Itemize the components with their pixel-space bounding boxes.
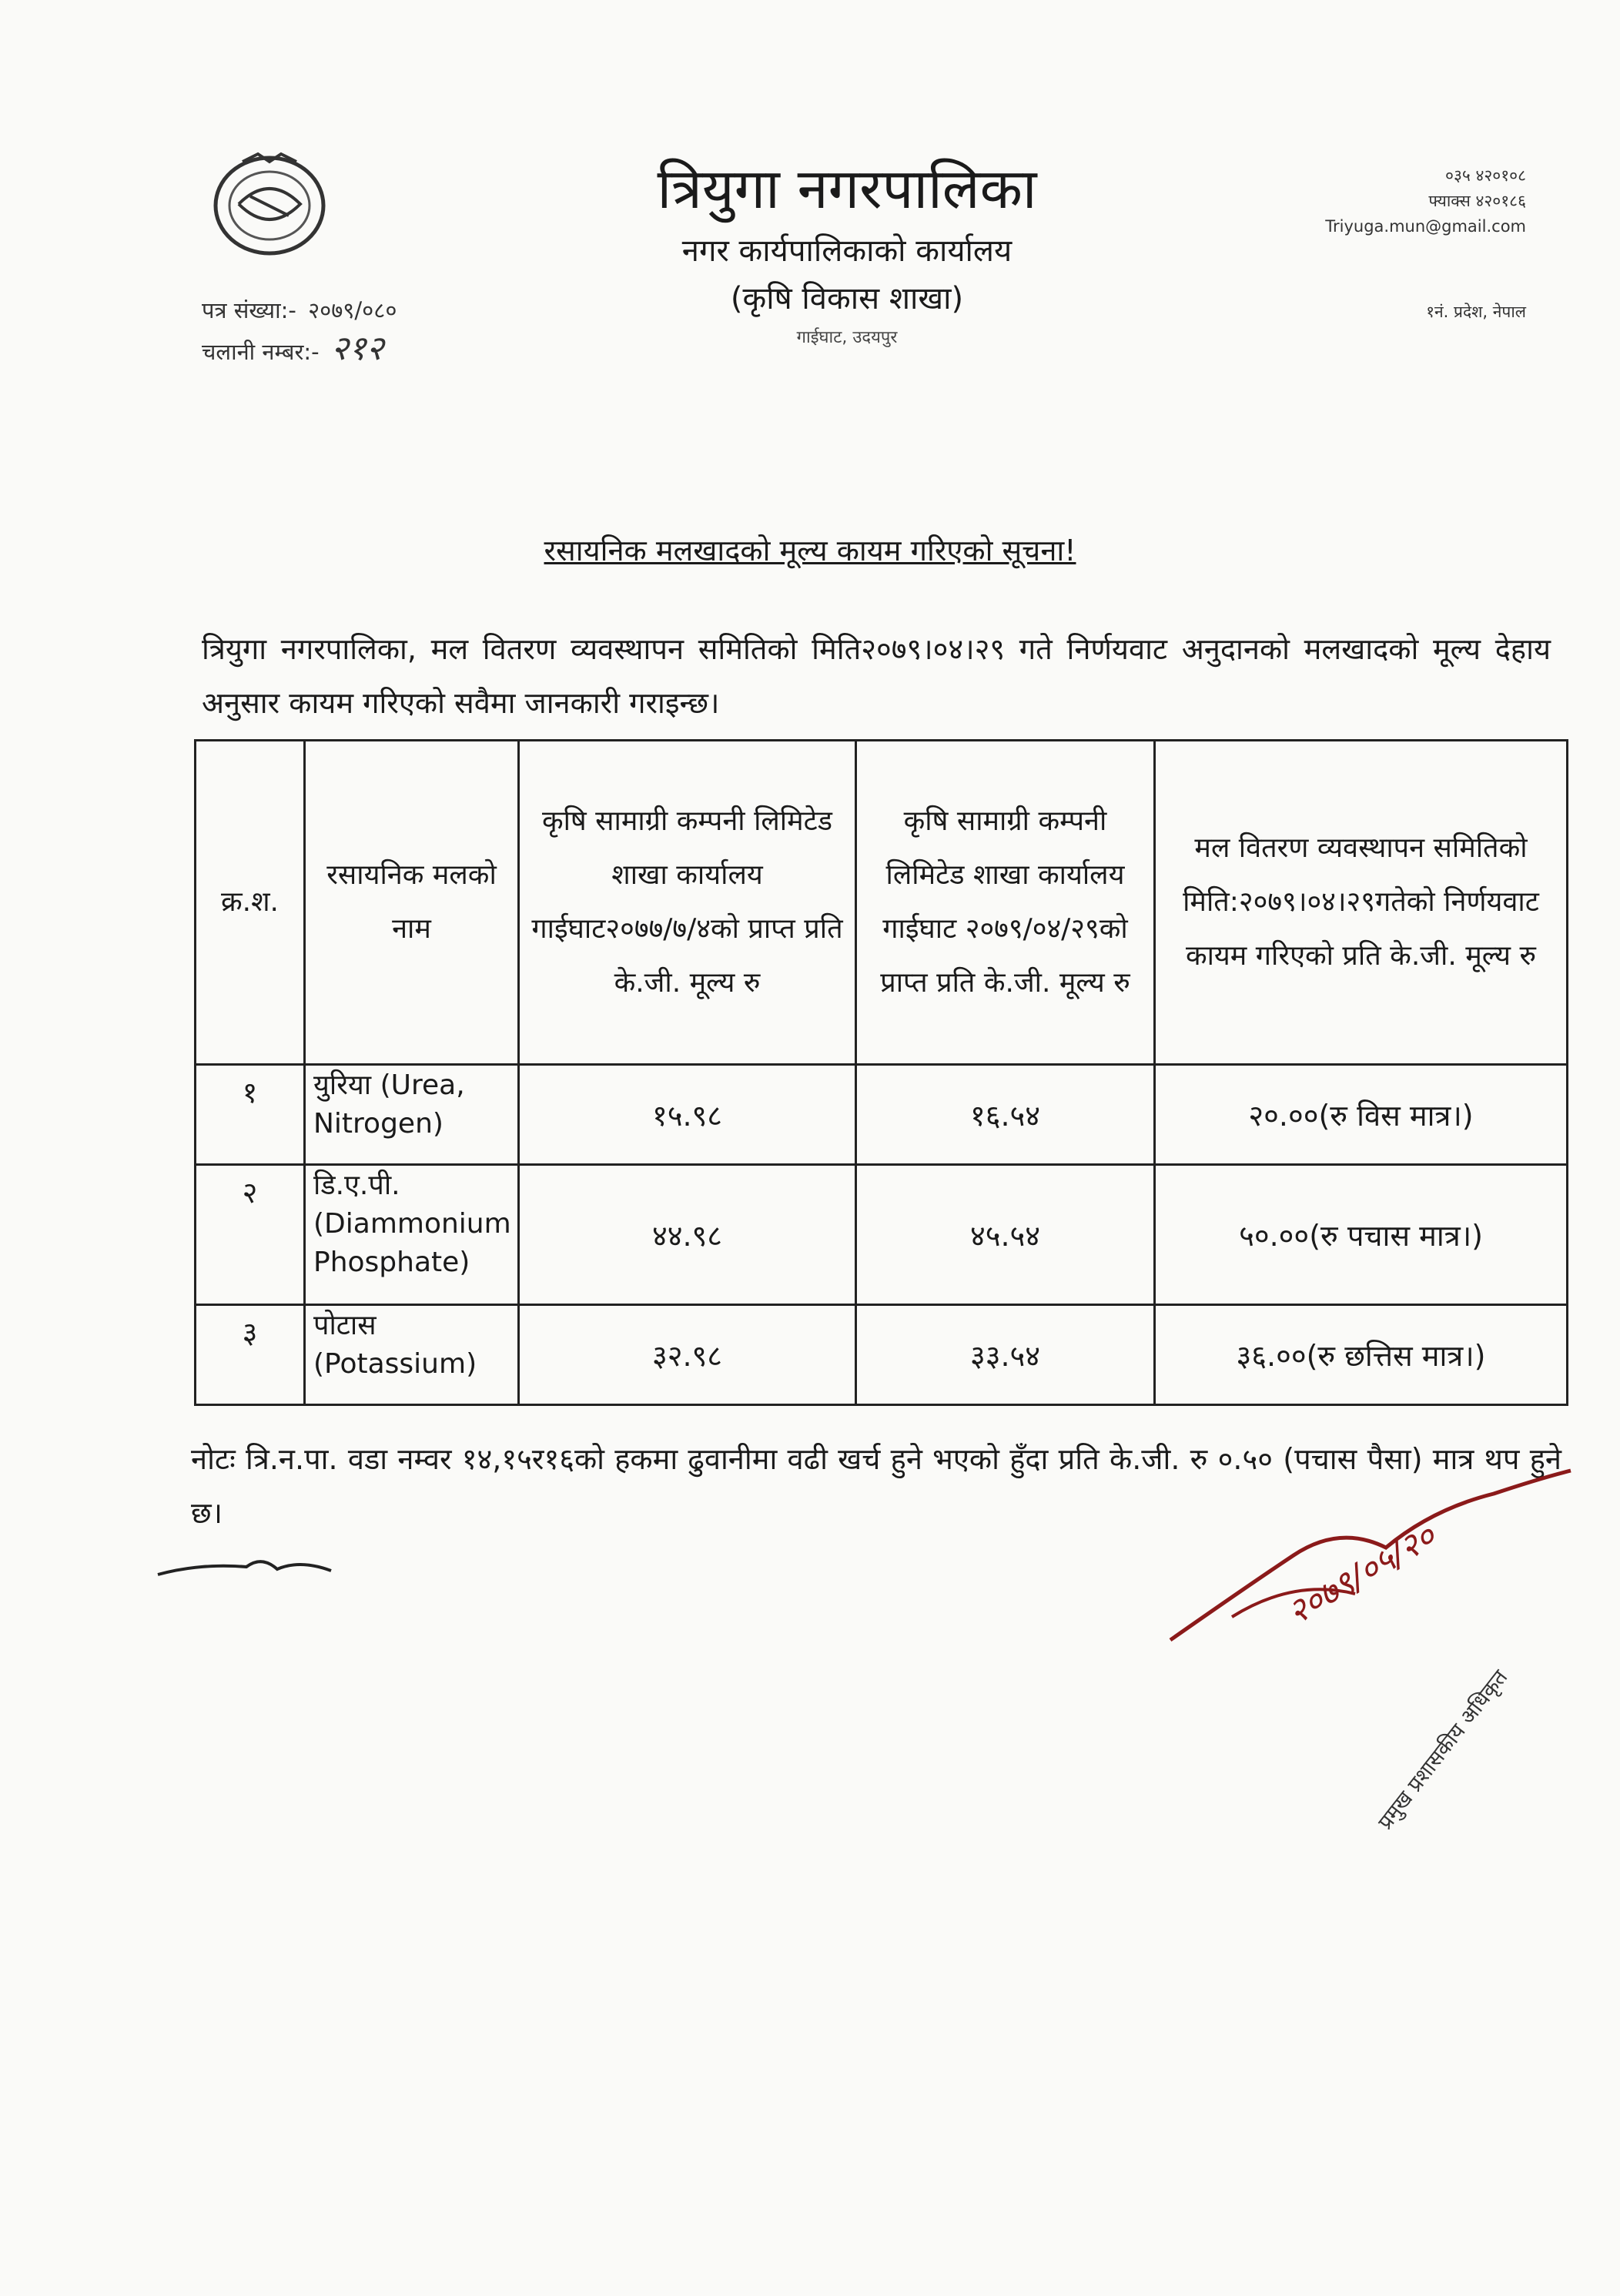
fertilizer-price-table — [194, 739, 1568, 1406]
contact-block — [1324, 163, 1526, 325]
fixed-price-cell: ५०.००(रु पचास मात्र।) — [1155, 1165, 1568, 1305]
signatory-title: प्रमुख प्रशासकीय अधिकृत — [1373, 1665, 1513, 1835]
dispatch-value: २१२ — [330, 329, 384, 368]
branch-name: (कृषि विकास शाखा) — [730, 281, 964, 316]
serial-cell: ३ — [196, 1305, 305, 1405]
phone-number: ०३५ ४२०१०८ — [1445, 166, 1526, 185]
old-price-cell: १५.९८ — [519, 1065, 856, 1165]
letterhead — [601, 150, 1093, 353]
old-price-cell: ४४.९८ — [519, 1165, 856, 1305]
office-location: गाईघाट, उदयपुर — [796, 328, 898, 347]
initial-signature — [154, 1540, 370, 1586]
office-subtitle: नगर कार्यपालिकाको कार्यालय — [681, 233, 1012, 269]
reference-block — [202, 291, 397, 371]
new-price-cell: १६.५४ — [856, 1065, 1155, 1165]
header-fixed-price: मल वितरण व्यवस्थापन समितिको मिति:२०७९।०४।२९गतेको निर्णयवाट कायम गरिएको प्रति के.जी. मूल्य रु — [1155, 741, 1568, 1065]
municipality-title: त्रियुगा नगरपालिका — [657, 156, 1037, 221]
header-old-price: कृषि सामाग्री कम्पनी लिमिटेड शाखा कार्यालय गाईघाट२०७७/७/४को प्राप्त प्रति के.जी. मूल्य रु — [519, 741, 856, 1065]
table-row — [196, 1305, 1568, 1405]
fertilizer-name-cell: पोटास (Potassium) — [305, 1305, 519, 1405]
header-fertilizer-name: रसायनिक मलको नाम — [305, 741, 519, 1065]
ref-value: २०७९/०८० — [308, 297, 397, 323]
fixed-price-cell: ३६.००(रु छत्तिस मात्र।) — [1155, 1305, 1568, 1405]
table-row — [196, 1065, 1568, 1165]
ref-label: पत्र संख्या:- — [202, 297, 296, 323]
serial-cell: २ — [196, 1165, 305, 1305]
fax-number: फ्याक्स ४२०१८६ — [1428, 192, 1526, 210]
notice-paragraph: त्रियुगा नगरपालिका, मल वितरण व्यवस्थापन समितिको मिति२०७९।०४।२९ गते निर्णयवाट अनुदानको मलखादको मूल्य देहाय अनुसार कायम गरिएको सवैमा जानकारी गराइन्छ। — [202, 632, 1551, 720]
province-name: १नं. प्रदेश, नेपाल — [1426, 303, 1526, 321]
table-row — [196, 1165, 1568, 1305]
fertilizer-name-cell: डि.ए.पी. (Diammonium Phosphate) — [305, 1165, 519, 1305]
dispatch-label: चलानी नम्बर:- — [202, 339, 320, 365]
serial-cell: १ — [196, 1065, 305, 1165]
letter-number-line — [202, 291, 397, 330]
new-price-cell: ३३.५४ — [856, 1305, 1155, 1405]
fixed-price-cell: २०.००(रु विस मात्र।) — [1155, 1065, 1568, 1165]
fertilizer-name-cell: युरिया (Urea, Nitrogen) — [305, 1065, 519, 1165]
new-price-cell: ४५.५४ — [856, 1165, 1155, 1305]
table-header-row — [196, 741, 1568, 1065]
old-price-cell: ३२.९८ — [519, 1305, 856, 1405]
municipality-emblem-logo — [196, 142, 343, 266]
header-new-price: कृषि सामाग्री कम्पनी लिमिटेड शाखा कार्यालय गाईघाट २०७९/०४/२९को प्राप्त प्रति के.जी. मूल्य रु — [856, 741, 1155, 1065]
notice-title: रसायनिक मलखादको मूल्य कायम गरिएको सूचना! — [544, 534, 1076, 567]
email-address: Triyuga.mun@gmail.com — [1325, 217, 1526, 236]
header-serial: क्र.श. — [196, 741, 305, 1065]
officer-signature — [1155, 1463, 1586, 1825]
dispatch-number-line — [202, 330, 397, 371]
note-text: नोटः त्रि.न.पा. वडा नम्वर १४,१५र१६को हकमा ढुवानीमा वढी खर्च हुने भएको हुँदा प्रति के.जी. रु ०.५० (पचास पैसा) मात्र थप हुने छ। — [191, 1442, 1561, 1530]
signature-date: २०७९/०५/२० — [1280, 1516, 1443, 1633]
